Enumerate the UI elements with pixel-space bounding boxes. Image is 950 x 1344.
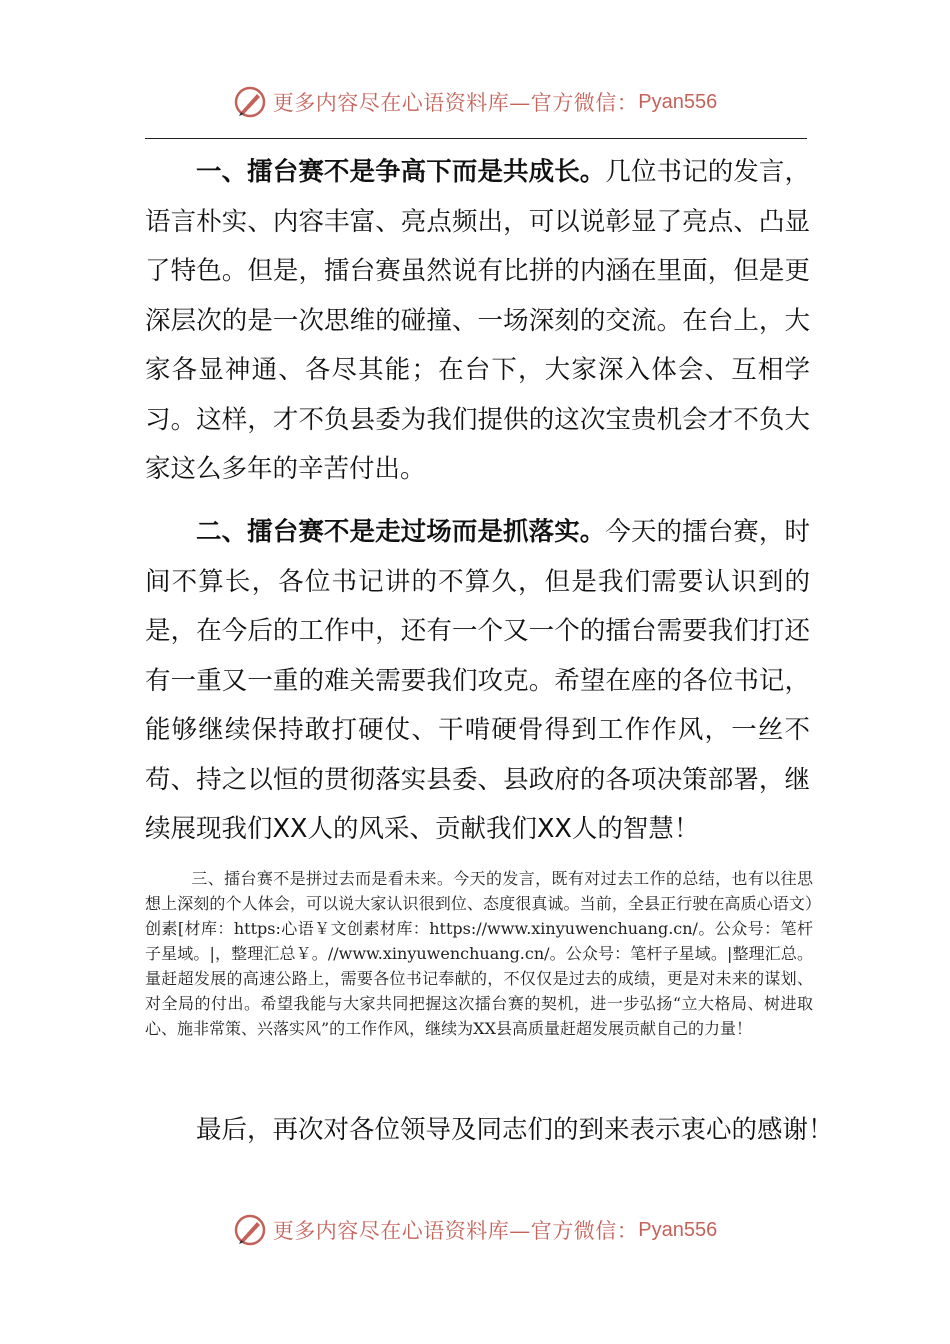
header-watermark (0, 82, 950, 122)
section-one-paragraph (145, 148, 810, 495)
section-one-body: 几位书记的发言，语言朴实、内容丰富、亮点频出，可以说彰显了亮点、凸显了特色。但是，擂台赛虽然说有比拼的内涵在里面，但是更深层次的是一次思维的碰撞、一场深刻的交流。在台上，大家各显神通、各尽其能；在台下，大家深入体会、互相学习。这样，才不负县委为我们提供的这次宝贵机会才不负大家这么多年的辛苦付出。 (145, 157, 810, 484)
section-two-heading: 二、擂台赛不是走过场而是抓落实。 (196, 517, 606, 547)
footer-watermark (0, 1210, 950, 1250)
pen-logo-icon (233, 1213, 267, 1247)
watermark-text: 更多内容尽在心语资料库—官方微信： (272, 1219, 639, 1243)
section-two-paragraph (145, 508, 810, 855)
watermark-handle: Pyan556 (638, 90, 718, 113)
watermark-handle: Pyan556 (638, 1218, 718, 1241)
section-three-paragraph: 三、擂台赛不是拼过去而是看未来。今天的发言，既有对过去工作的总结，也有以往思想上深刻的个人体会，可以说大家认识很到位、态度很真诚。当前，全县正行驶在高质心语文）创素[材库：https:心语￥文创素材库：https://www.xinyuwenchuang.cn/。公众号：笔杆子星域。|，整理汇总￥。//www.xinyuwenchuang.cn/。公众号：笔杆子星域。|整理汇总。量赶超发展的高速公路上，需要各位书记奉献的，不仅仅是过去的成绩，更是对未来的谋划、对全局的付出。希望我能与大家共同把握这次擂台赛的契机，进一步弘扬“立大格局、树进取心、施非常策、兴落实风”的工作作风，继续为XX县高质量赶超发展贡献自己的力量！ (145, 869, 813, 1038)
watermark-text: 更多内容尽在心语资料库—官方微信： (272, 91, 639, 115)
section-two-body: 今天的擂台赛，时间不算长，各位书记讲的不算久，但是我们需要认识到的是，在今后的工作中，还有一个又一个的擂台需要我们打还有一重又一重的难关需要我们攻克。希望在座的各位书记，能够继续保持敢打硬仗、干啃硬骨得到工作作风，一丝不苟、持之以恒的贯彻落实县委、县政府的各项决策部署，继续展现我们XX人的风采、贡献我们XX人的智慧！ (145, 517, 810, 844)
closing-line: 最后，再次对各位领导及同志们的到来表示衷心的感谢！ (196, 1115, 834, 1145)
header-divider (145, 138, 807, 139)
section-one-heading: 一、擂台赛不是争高下而是共成长。 (196, 157, 606, 187)
pen-logo-icon (233, 85, 267, 119)
